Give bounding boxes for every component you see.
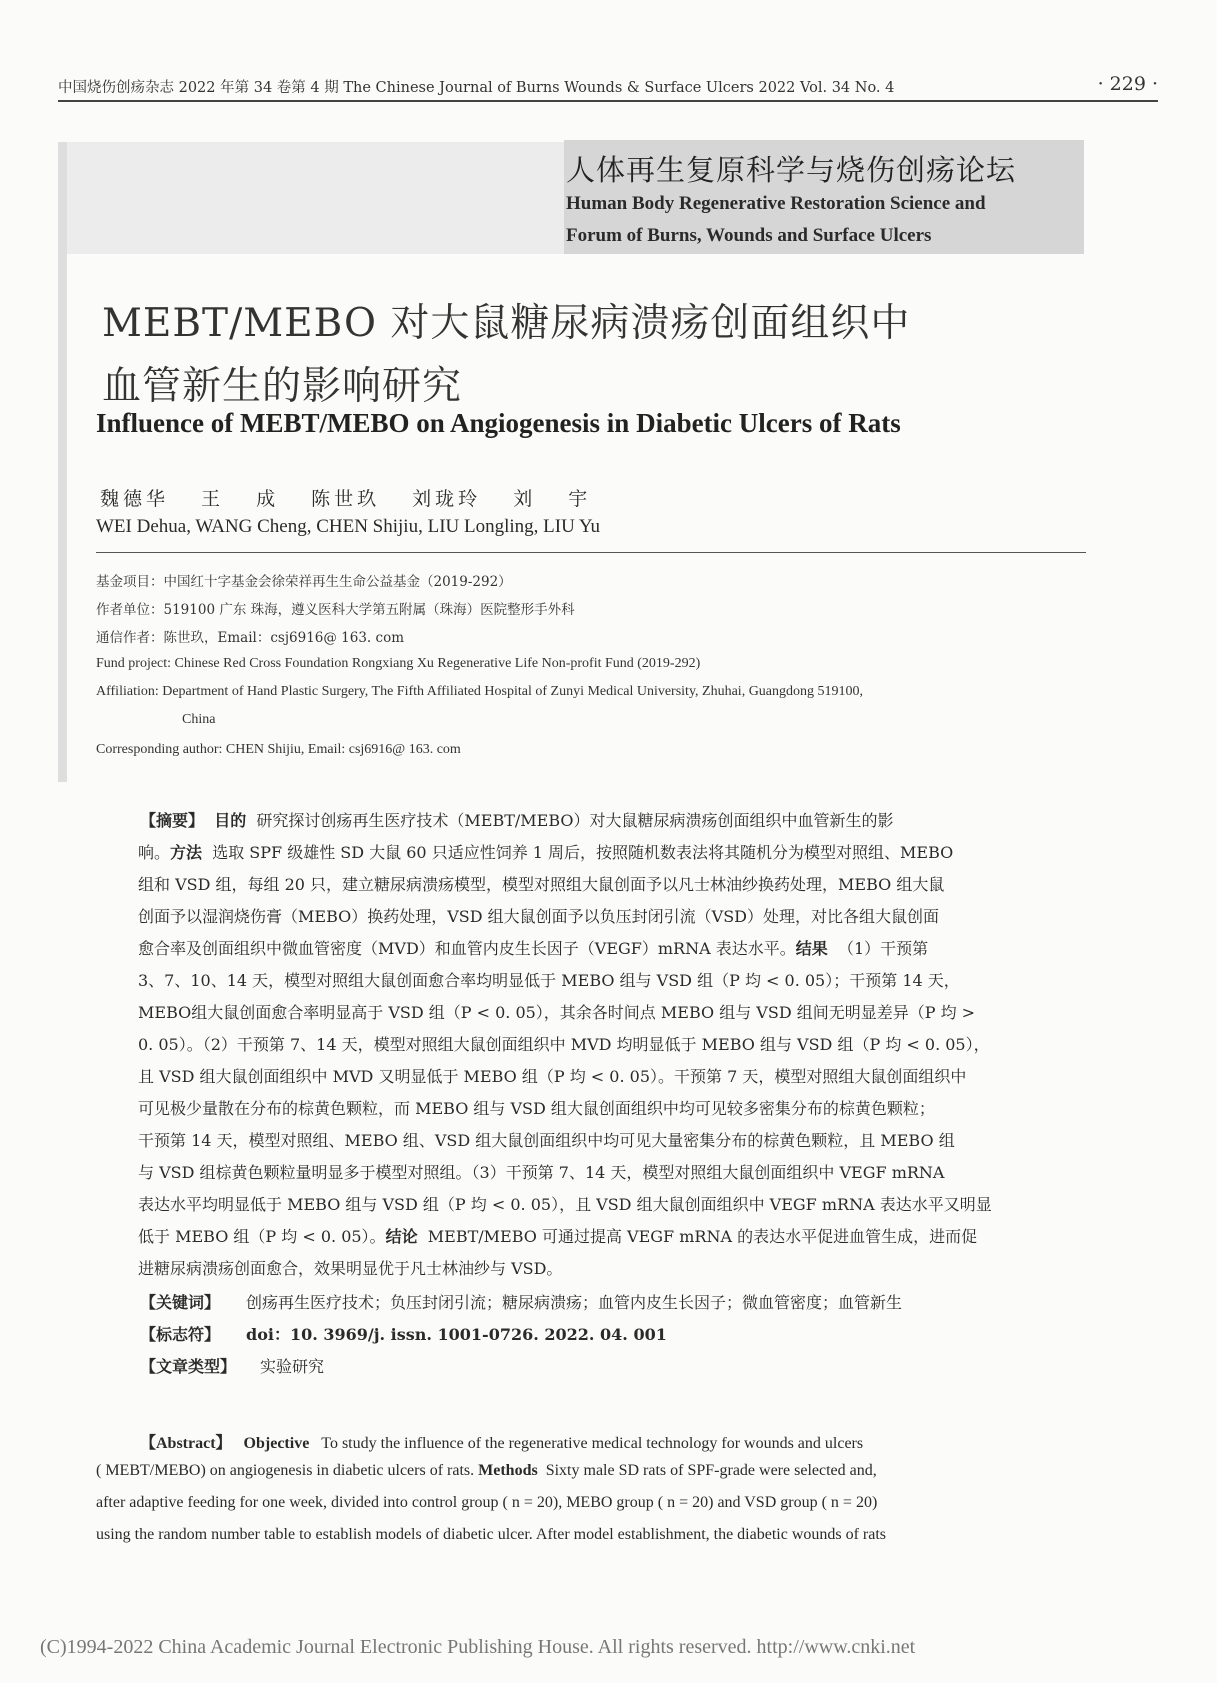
abstract-cn-line2: 响。方法 选取 SPF 级雄性 SD 大鼠 60 只适应性饲养 1 周后，按照随机数表法将其随机分为模型对照组、MEBO: [138, 843, 954, 862]
fund-en: Fund project: Chinese Red Cross Foundation Rongxiang Xu Regenerative Life Non-profit Fund (2019-292): [96, 656, 701, 671]
objective-label-cn: 目的: [214, 811, 247, 830]
abstract-cn-line9: 且 VSD 组大鼠创面组织中 MVD 又明显低于 MEBO 组（P 均 < 0. 05）。干预第 7 天，模型对照组大鼠创面组织中: [138, 1067, 967, 1086]
doi-value: doi：10. 3969/j. issn. 1001-0726. 2022. 04. 001: [246, 1325, 667, 1344]
fund-cn: 基金项目：中国红十字基金会徐荣祥再生生命公益基金（2019-292）: [96, 574, 512, 590]
abstract-en-line2: ( MEBT/MEBO) on angiogenesis in diabetic ulcers of rats. Methods Sixty male SD rats of SPF-grade were selected and,: [96, 1462, 877, 1479]
running-header: [58, 73, 1158, 100]
conclusion-label-cn: 结论: [385, 1227, 418, 1246]
abstract-cn-line6: 3、7、10、14 天，模型对照组大鼠创面愈合率均明显低于 MEBO 组与 VSD 组（P 均 < 0. 05）；干预第 14 天，: [138, 971, 960, 990]
authors-en: WEI Dehua, WANG Cheng, CHEN Shijiu, LIU Longling, LIU Yu: [96, 516, 600, 537]
type-row: [140, 1354, 324, 1377]
abstract-label-en: 【Abstract】: [140, 1435, 232, 1452]
article-type-label: 【文章类型】: [140, 1357, 237, 1376]
page-number: · 229 ·: [1097, 73, 1158, 95]
abstract-cn-line8: 0. 05）。（2）干预第 7、14 天，模型对照组大鼠创面组织中 MVD 均明显低于 MEBO 组与 VSD 组（P 均 < 0. 05），: [138, 1035, 990, 1054]
abstract-cn-line5: 愈合率及创面组织中微血管密度（MVD）和血管内皮生长因子（VEGF）mRNA 表达水平。结果 （1）干预第: [138, 939, 929, 958]
abstract-en-line4: using the random number table to establish models of diabetic ulcer. After model establishment, the diabetic wounds of rats: [96, 1526, 887, 1543]
affiliation-en-line1: Affiliation: Department of Hand Plastic Surgery, The Fifth Affiliated Hospital of Zunyi Medical University, Zhuhai, Guangdong 519100,: [96, 684, 864, 699]
abstract-cn-line3: 组和 VSD 组，每组 20 只，建立糖尿病溃疡模型，模型对照组大鼠创面予以凡士林油纱换药处理，MEBO 组大鼠: [138, 875, 945, 894]
methods-label-cn: 方法: [170, 843, 203, 862]
forum-title-en-line1: Human Body Regenerative Restoration Science and: [566, 193, 986, 214]
article-title-en: Influence of MEBT/MEBO on Angiogenesis in Diabetic Ulcers of Rats: [96, 408, 901, 438]
keywords-label: 【关键词】: [140, 1293, 221, 1312]
objective-label-en: Objective: [243, 1435, 310, 1452]
corresponding-author-cn: 通信作者：陈世玖，Email：csj6916@ 163. com: [96, 630, 405, 646]
abstract-cn-line13: 表达水平均明显低于 MEBO 组与 VSD 组（P 均 < 0. 05），且 VSD 组大鼠创面组织中 VEGF mRNA 表达水平又明显: [138, 1195, 992, 1214]
journal-citation: 中国烧伤创疡杂志 2022 年第 34 卷第 4 期 The Chinese Journal of Burns Wounds & Surface Ulcers 2022 Vol. 34 No. 4: [58, 80, 895, 96]
doi-row: [140, 1322, 667, 1345]
abstract-cn-line4: 创面予以湿润烧伤膏（MEBO）换药处理，VSD 组大鼠创面予以负压封闭引流（VSD）处理，对比各组大鼠创面: [138, 907, 940, 926]
abstract-cn-line14: 低于 MEBO 组（P 均 < 0. 05）。结论 MEBT/MEBO 可通过提高 VEGF mRNA 的表达水平促进血管生成，进而促: [138, 1227, 978, 1246]
abstract-en-line3: after adaptive feeding for one week, divided into control group ( n = 20), MEBO group ( n = 20) and VSD group ( n = 20): [96, 1494, 878, 1511]
methods-label-en: Methods: [478, 1462, 538, 1479]
authors-cn: 魏德华 王 成 陈世玖 刘珑玲 刘 宇: [100, 488, 592, 510]
results-label-cn: 结果: [795, 939, 828, 958]
keywords-value: 创疡再生医疗技术；负压封闭引流；糖尿病溃疡；血管内皮生长因子；微血管密度；血管新生: [246, 1293, 903, 1312]
corresponding-author-en: Corresponding author: CHEN Shijiu, Email: csj6916@ 163. com: [96, 742, 461, 757]
abstract-en-line1: 【Abstract】 Objective To study the influence of the regenerative medical technology for wounds and ulcers: [140, 1435, 864, 1452]
abstract-cn-line7: MEBO组大鼠创面愈合率明显高于 VSD 组（P < 0. 05），其余各时间点 MEBO 组与 VSD 组间无明显差异（P 均 >: [138, 1003, 976, 1022]
keywords-row: [140, 1290, 902, 1313]
decorative-band: [67, 142, 564, 254]
abstract-label-cn: 【摘要】: [140, 811, 205, 830]
meta-rule: [96, 552, 1086, 553]
header-rule: [58, 100, 1158, 102]
forum-title-en-line2: Forum of Burns, Wounds and Surface Ulcers: [566, 225, 932, 246]
copyright-footer: (C)1994-2022 China Academic Journal Electronic Publishing House. All rights reserved. http://www.cnki.net: [40, 1636, 916, 1658]
affiliation-cn: 作者单位：519100 广东 珠海，遵义医科大学第五附属（珠海）医院整形手外科: [96, 602, 575, 618]
abstract-cn-line11: 干预第 14 天，模型对照组、MEBO 组、VSD 组大鼠创面组织中均可见大量密集分布的棕黄色颗粒，且 MEBO 组: [138, 1131, 955, 1150]
abstract-cn-line15: 进糖尿病溃疡创面愈合，效果明显优于凡士林油纱与 VSD。: [138, 1259, 563, 1278]
affiliation-en-line2: China: [182, 712, 216, 727]
forum-title-cn: 人体再生复原科学与烧伤创疡论坛: [566, 153, 1017, 187]
article-type-value: 实验研究: [260, 1357, 325, 1376]
decorative-side-stripe: [58, 142, 67, 782]
abstract-cn-line12: 与 VSD 组棕黄色颗粒量明显多于模型对照组。（3）干预第 7、14 天，模型对照组大鼠创面组织中 VEGF mRNA: [138, 1163, 945, 1182]
abstract-cn-line10: 可见极少量散在分布的棕黄色颗粒，而 MEBO 组与 VSD 组大鼠创面组织中均可见较多密集分布的棕黄色颗粒；: [138, 1099, 935, 1118]
abstract-cn-line1: 【摘要】 目的 研究探讨创疡再生医疗技术（MEBT/MEBO）对大鼠糖尿病溃疡创面组织中血管新生的影: [140, 811, 894, 830]
article-title-cn-line1: MEBT/MEBO 对大鼠糖尿病溃疡创面组织中: [102, 301, 911, 346]
article-title-cn-line2: 血管新生的影响研究: [102, 364, 463, 409]
doi-label: 【标志符】: [140, 1325, 221, 1344]
